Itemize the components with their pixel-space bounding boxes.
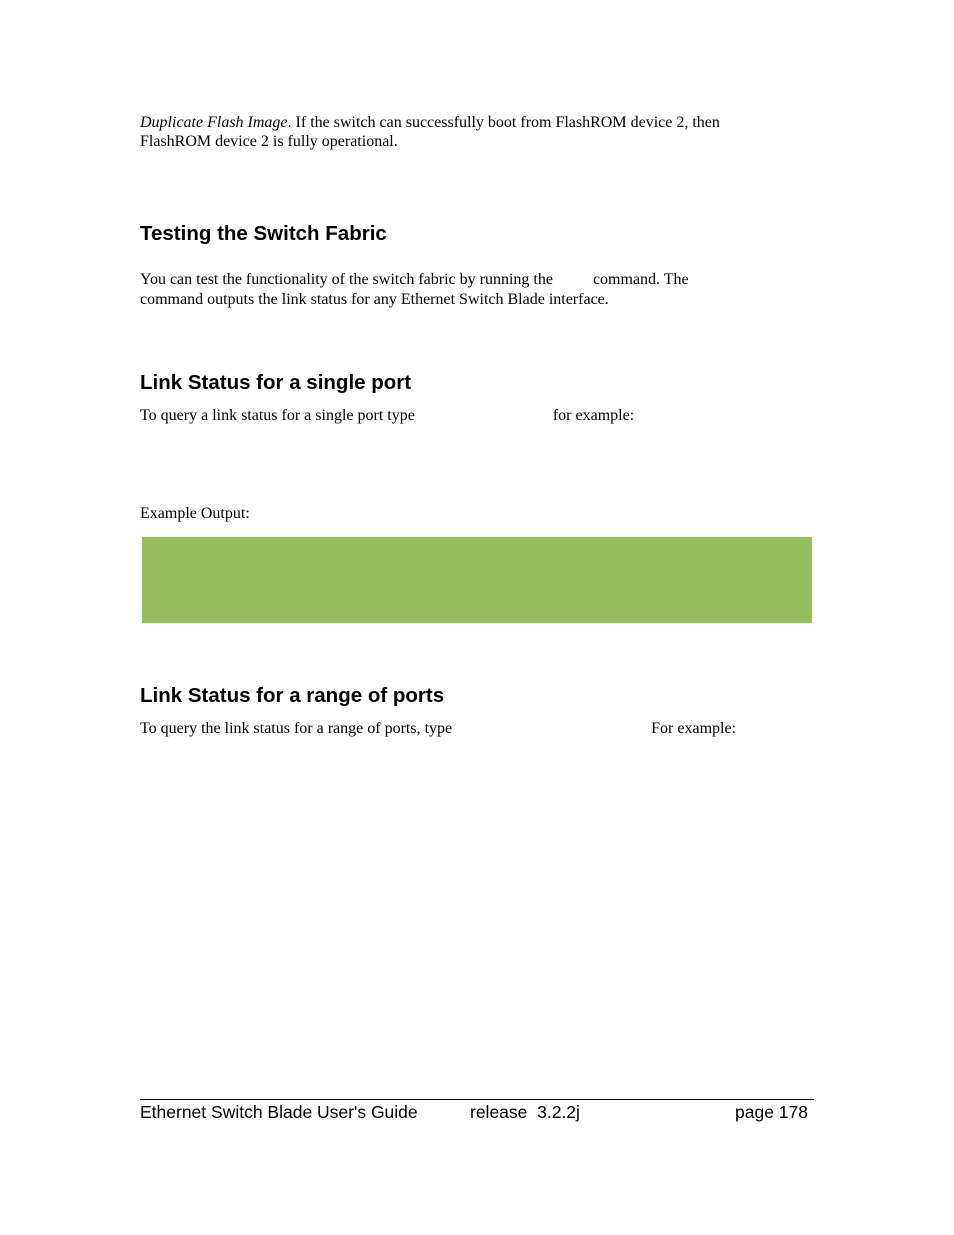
testing-text-before: You can test the functionality of the switch fabric by running the — [140, 271, 553, 288]
testing-line-2: command outputs the link status for any Ethernet Switch Blade interface. — [140, 291, 609, 308]
range-text-after: For example: — [651, 720, 737, 737]
single-port-text-after: for example: — [552, 407, 635, 424]
single-port-instruction — [140, 406, 634, 426]
intro-line-1 — [140, 113, 720, 133]
testing-line-1 — [140, 270, 689, 290]
example-output-box — [142, 537, 812, 623]
intro-sentence-rest: . If the switch can successfully boot from FlashROM device 2, then — [287, 114, 720, 131]
duplicate-flash-image-term: Duplicate Flash Image — [140, 114, 288, 131]
intro-line-2: FlashROM device 2 is fully operational. — [140, 133, 398, 150]
range-instruction — [140, 719, 736, 739]
example-output-label: Example Output: — [140, 505, 250, 522]
footer-guide-title: Ethernet Switch Blade User's Guide — [140, 1102, 418, 1122]
single-port-text-before: To query a link status for a single port type — [140, 407, 415, 424]
testing-text-after: command. The — [592, 271, 689, 288]
heading-link-status-range: Link Status for a range of ports — [140, 684, 445, 707]
footer-release: release 3.2.2j — [470, 1102, 580, 1122]
range-text-before: To query the link status for a range of ports, type — [140, 720, 453, 737]
heading-testing-switch-fabric: Testing the Switch Fabric — [140, 222, 387, 245]
heading-link-status-single-port: Link Status for a single port — [140, 371, 412, 394]
footer-rule — [140, 1099, 814, 1100]
footer-page-number: page 178 — [735, 1102, 808, 1122]
